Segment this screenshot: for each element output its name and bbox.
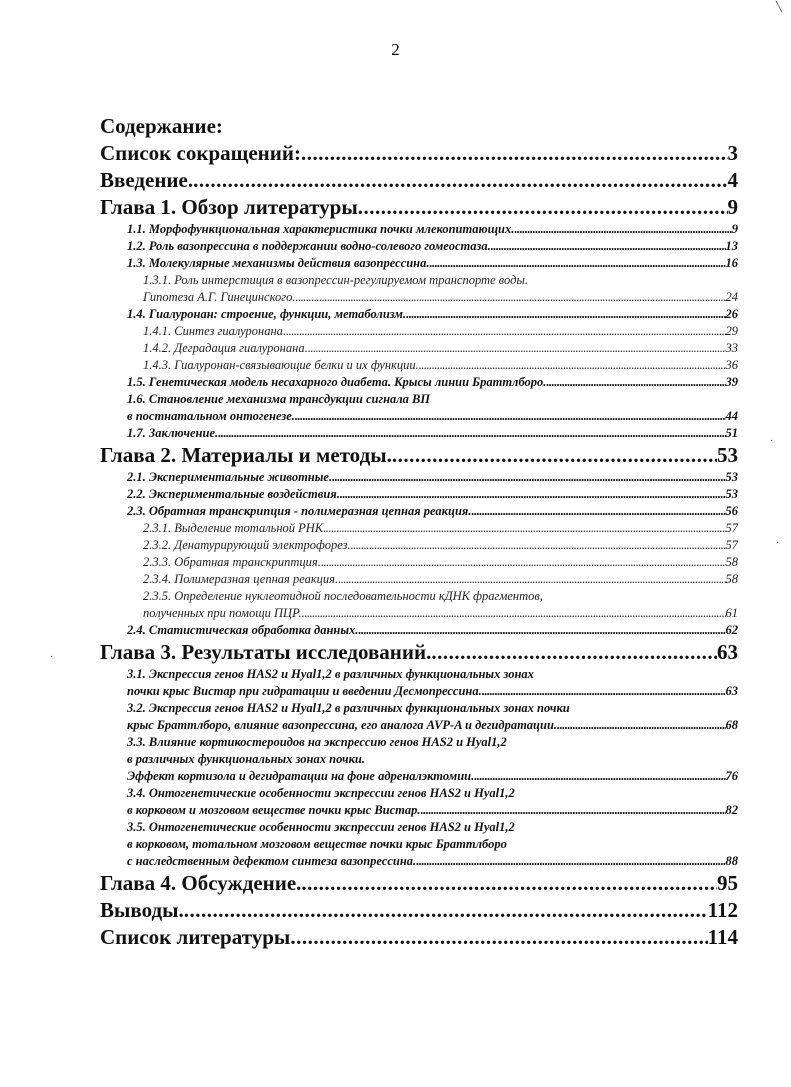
entry-title: 2.3.4. Полимеразная цепная реакция. [143, 572, 339, 586]
entry-page-number: 68 [725, 718, 738, 732]
dot-leader [431, 639, 717, 666]
toc-line [100, 503, 738, 520]
dot-leader [429, 255, 725, 272]
toc-line [100, 272, 738, 289]
toc-chapter[interactable] [100, 924, 738, 951]
entry-page-number: 57 [725, 521, 738, 535]
toc-line [100, 768, 738, 785]
entry-title: 1.1. Морфофункциональная характеристика почки млекопитающих. [127, 222, 515, 236]
dot-leader [406, 306, 725, 323]
toc-subsection[interactable] [100, 520, 738, 537]
dot-leader [218, 425, 725, 442]
dot-leader [338, 571, 725, 588]
entry-title: 3.4. Онтогенетические особенности экспрессии генов HAS2 и Hyal1,2 [127, 786, 515, 800]
dot-leader [301, 870, 717, 897]
page-number: 2 [391, 40, 400, 59]
toc-line [100, 622, 738, 639]
entry-title: 3.2. Экспрессия генов HAS2 и Hyal1,2 в различных функциональных зонах почки [127, 701, 570, 715]
entry-title: в постнатальном онтогенезе. [127, 409, 295, 423]
entry-page-number: 112 [707, 898, 738, 922]
dot-leader [301, 140, 728, 167]
toc-line [100, 785, 738, 802]
entry-page-number: 53 [725, 470, 738, 484]
toc-line [100, 897, 738, 924]
toc-chapter[interactable] [100, 870, 738, 897]
toc-line [100, 221, 738, 238]
toc-line [100, 140, 738, 167]
entry-page-number: 36 [725, 358, 738, 372]
toc-chapter[interactable] [100, 639, 738, 666]
entry-title: Глава 4. Обсуждение. [100, 871, 302, 895]
toc-line [100, 751, 738, 768]
entry-page-number: 82 [725, 803, 738, 817]
toc-chapter[interactable] [100, 194, 738, 221]
entry-title: 1.4.3. Гиалуронан-связывающие белки и их функции. [143, 358, 419, 372]
toc-line [100, 666, 738, 683]
dot-leader [471, 503, 725, 520]
dot-leader [514, 221, 731, 238]
entry-title: Гипотеза А.Г. Гинецинского. [143, 290, 296, 304]
toc-line [100, 571, 738, 588]
entry-title: с наследственным дефектом синтеза вазопрессина. [127, 854, 417, 868]
dot-leader [358, 622, 725, 639]
toc-line [100, 408, 738, 425]
dot-leader [474, 768, 725, 785]
toc-line [100, 639, 738, 666]
toc-chapter[interactable] [100, 167, 738, 194]
scan-mark: ╲ [776, 2, 783, 13]
dot-leader [193, 167, 727, 194]
dot-leader [358, 194, 728, 221]
toc-section[interactable] [100, 306, 738, 323]
entry-page-number: 63 [717, 640, 738, 664]
entry-page-number: 62 [725, 623, 738, 637]
entry-page-number: 61 [725, 606, 738, 620]
entry-page-number: 9 [731, 222, 738, 236]
entry-page-number: 39 [725, 375, 738, 389]
toc-line [100, 734, 738, 751]
entry-title: 1.3. Молекулярные механизмы действия вазопрессина. [127, 256, 430, 270]
entry-page-number: 53 [725, 487, 738, 501]
entry-page-number: 16 [725, 256, 738, 270]
entry-page-number: 53 [717, 443, 738, 467]
toc-chapter[interactable] [100, 442, 738, 469]
toc-section[interactable] [100, 785, 738, 819]
entry-title: 3.1. Экспрессия генов HAS2 и Hyal1,2 в различных функциональных зонах [127, 667, 534, 681]
toc-line [100, 554, 738, 571]
entry-title: 1.4.2. Деградация гиалуронана. [143, 341, 308, 355]
toc-subsection[interactable] [100, 340, 738, 357]
toc-section[interactable] [100, 666, 738, 700]
toc-line [100, 700, 738, 717]
entry-title: 2.3.5. Определение нуклеотидной последовательности кДНК фрагментов, [143, 589, 543, 603]
entry-title: почки крыс Вистар при гидратации и введении Десмопрессина. [127, 684, 482, 698]
entry-page-number: 26 [725, 307, 738, 321]
entry-page-number: 44 [725, 409, 738, 423]
dot-leader [546, 374, 725, 391]
toc-title: Содержание: [100, 114, 223, 138]
entry-page-number: 58 [725, 572, 738, 586]
entry-title: 2.2. Экспериментальные воздействия. [127, 487, 340, 501]
entry-page-number: 76 [725, 769, 738, 783]
entry-page-number: 29 [725, 324, 738, 338]
entry-title: 3.3. Влияние кортикостероидов на экспрессию генов HAS2 и Hyal1,2 [127, 735, 507, 749]
entry-title: 1.7. Заключение. [127, 426, 219, 440]
toc-section[interactable] [100, 486, 738, 503]
entry-page-number: 56 [725, 504, 738, 518]
entry-title: 1.5. Генетическая модель несахарного диабета. Крысы линии Браттлборо. [127, 375, 547, 389]
dot-leader [557, 717, 725, 734]
toc-subsection[interactable] [100, 272, 738, 306]
toc-line [100, 442, 738, 469]
entry-title: Список литературы [100, 925, 291, 949]
dot-leader [421, 802, 726, 819]
dot-leader [286, 323, 725, 340]
toc-line [100, 520, 738, 537]
toc-line [100, 425, 738, 442]
entry-title: 2.3.1. Выделение тотальной РНК [143, 521, 324, 535]
entry-page-number: 4 [727, 168, 738, 192]
dot-leader [482, 683, 726, 700]
toc-line [100, 924, 738, 951]
entry-title: 1.3.1. Роль интерстиция в вазопрессин-регулируемом транспорте воды. [143, 273, 529, 287]
toc-line [100, 605, 738, 622]
toc-line [100, 802, 738, 819]
toc-section[interactable] [100, 469, 738, 486]
toc-subsection[interactable] [100, 571, 738, 588]
toc-line [100, 537, 738, 554]
entry-page-number: 24 [725, 290, 738, 304]
toc-line [100, 469, 738, 486]
toc-line [100, 836, 738, 853]
entry-title: Эффект кортизола и дегидратации на фоне адреналэктомии. [127, 769, 475, 783]
dot-leader [351, 537, 726, 554]
toc-line [100, 306, 738, 323]
scan-mark: · [50, 652, 54, 663]
entry-title: 2.3. Обратная транскрипция - полимеразная цепная реакция. [127, 504, 472, 518]
toc-section[interactable] [100, 374, 738, 391]
entry-page-number: 58 [725, 555, 738, 569]
dot-leader [308, 340, 726, 357]
toc-section[interactable] [100, 700, 738, 734]
entry-page-number: 51 [725, 426, 738, 440]
entry-title: Выводы. [100, 898, 184, 922]
toc-entries [100, 140, 738, 951]
entry-page-number: 3 [727, 141, 738, 165]
toc-section[interactable] [100, 734, 738, 785]
toc-line [100, 486, 738, 503]
dot-leader [392, 442, 717, 469]
entry-title: 1.6. Становление механизма трансдукции сигнала ВП [127, 392, 431, 406]
toc-section[interactable] [100, 221, 738, 238]
entry-page-number: 114 [707, 925, 738, 949]
dot-leader [184, 897, 708, 924]
entry-title: полученных при помощи ПЦР. [143, 606, 302, 620]
entry-page-number: 95 [717, 871, 738, 895]
entry-title: Глава 3. Результаты исследований. [100, 640, 432, 664]
toc-line [100, 289, 738, 306]
entry-title: в корковом, тотальном мозговом веществе почки крыс Браттлборо [127, 837, 507, 851]
table-of-contents [100, 112, 738, 951]
entry-title: 1.2. Роль вазопрессина в поддержании водно-солевого гомеостаза. [127, 239, 491, 253]
entry-title: 1.4. Гиалуронан: строение, функции, метаболизм. [127, 307, 407, 321]
scan-mark: · [770, 436, 774, 447]
entry-title: крыс Браттлборо, влияние вазопрессина, его аналога AVP-A и дегидратации. [127, 718, 558, 732]
dot-leader [419, 357, 726, 374]
toc-section[interactable] [100, 391, 738, 425]
toc-subsection[interactable] [100, 554, 738, 571]
toc-line [100, 870, 738, 897]
toc-chapter[interactable] [100, 897, 738, 924]
dot-leader [491, 238, 726, 255]
dot-leader [340, 486, 726, 503]
dot-leader [295, 408, 726, 425]
scan-mark: · [776, 538, 780, 549]
toc-line [100, 588, 738, 605]
dot-leader [416, 853, 725, 870]
toc-line [100, 819, 738, 836]
entry-title: 2.1. Экспериментальные животные. [127, 470, 333, 484]
toc-line [100, 374, 738, 391]
toc-line [100, 357, 738, 374]
dot-leader [321, 554, 726, 571]
entry-title: 2.3.3. Обратная транскриптция. [143, 555, 321, 569]
toc-line [100, 683, 738, 700]
entry-page-number: 63 [725, 684, 738, 698]
entry-page-number: 9 [727, 195, 738, 219]
entry-title: Глава 1. Обзор литературы [100, 195, 358, 219]
toc-line [100, 340, 738, 357]
toc-line [100, 238, 738, 255]
entry-title: 3.5. Онтогенетические особенности экспрессии генов HAS2 и Hyal1,2 [127, 820, 515, 834]
toc-line [100, 194, 738, 221]
toc-section[interactable] [100, 622, 738, 639]
toc-line [100, 717, 738, 734]
dot-leader [302, 605, 726, 622]
dot-leader [323, 520, 725, 537]
toc-line [100, 255, 738, 272]
entry-page-number: 33 [725, 341, 738, 355]
dot-leader [295, 289, 725, 306]
dot-leader [332, 469, 725, 486]
entry-page-number: 13 [725, 239, 738, 253]
toc-line [100, 323, 738, 340]
entry-title: в различных функциональных зонах почки. [127, 752, 365, 766]
toc-line [100, 167, 738, 194]
entry-title: в корковом и мозговом веществе почки крыс Вистар. [127, 803, 421, 817]
toc-section[interactable] [100, 503, 738, 520]
entry-title: 2.4. Статистическая обработка данных. [127, 623, 359, 637]
toc-chapter[interactable] [100, 140, 738, 167]
toc-subsection[interactable] [100, 323, 738, 340]
toc-section[interactable] [100, 255, 738, 272]
toc-line [100, 853, 738, 870]
dot-leader [290, 924, 707, 951]
entry-title: 2.3.2. Денатурирующий электрофорез. [143, 538, 351, 552]
toc-subsection[interactable] [100, 537, 738, 554]
entry-page-number: 88 [725, 854, 738, 868]
entry-title: Список сокращений: [100, 141, 301, 165]
toc-section[interactable] [100, 425, 738, 442]
toc-subsection[interactable] [100, 357, 738, 374]
toc-section[interactable] [100, 238, 738, 255]
toc-section[interactable] [100, 819, 738, 870]
entry-title: Введение. [100, 168, 194, 192]
entry-title: Глава 2. Материалы и методы. [100, 443, 392, 467]
toc-subsection[interactable] [100, 588, 738, 622]
entry-page-number: 57 [725, 538, 738, 552]
entry-title: 1.4.1. Синтез гиалуронана. [143, 324, 287, 338]
toc-line [100, 391, 738, 408]
